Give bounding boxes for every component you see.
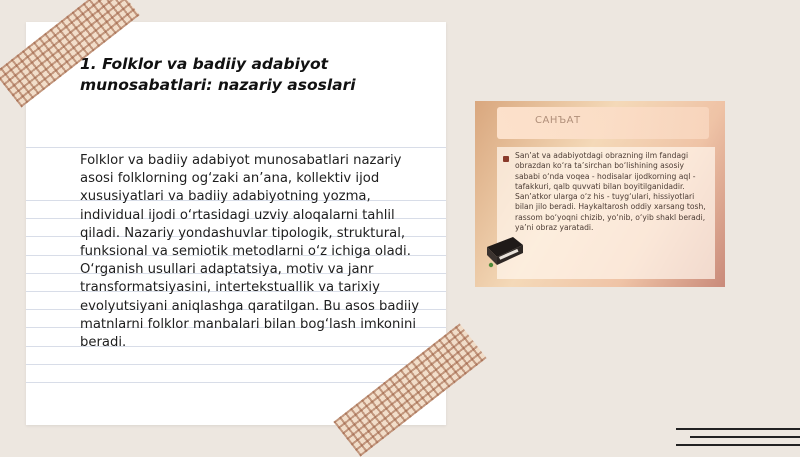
embedded-slide-image — [475, 101, 725, 287]
slide-image-banner — [497, 107, 709, 139]
decorative-line — [690, 436, 800, 438]
decorative-line — [676, 428, 800, 430]
decorative-line — [676, 444, 800, 446]
piano-icon — [483, 233, 527, 269]
paper-rule — [26, 364, 446, 365]
slide-title: 1. Folklor va badiiy adabiyot munosabatlari: nazariy asoslari — [80, 55, 356, 94]
slide-image-banner-title: САНЪАТ — [535, 115, 581, 126]
slide-image-text: San’at va adabiyotdagi obrazning ilm fandagi obrazdan ko‘ra ta’sirchan bo‘lishining asosiy sababi o‘nda voqea - hodisalar ijodkorning aql - tafakkuri, qalb quvvati bilan boyitilganidadir. San’atkor ularga o‘z his - tuyg‘ulari, hissiyotlari bilan jilo beradi. Haykaltarosh oddiy xarsang tosh, rassom bo‘yoqni chizib, yo‘nib, o‘yib shakl beradi, ya’ni obraz yaratadi. — [515, 151, 706, 233]
paper-rule — [26, 147, 446, 148]
bullet-icon — [503, 156, 509, 162]
slide-body-text: Folklor va badiiy adabiyot munosabatlari nazariy asosi folklorning og‘zaki an’ana, kollektiv ijod xususiyatlari va badiiy adabiyotning yozma, individual ijodi o‘rtasidagi uzviy aloqalarni tahlil qiladi. Nazariy yondashuvlar tipologik, struktural, funksional va semiotik metodlarni o‘z ichiga oladi. O‘rganish usullari adaptatsiya, motiv va janr transformatsiyasini, intertekstuallik va tarixiy evolyutsiyani aniqlashga qaratilgan. Bu asos badiiy matnlarni folklor manbalari bilan bog‘lash imkonini beradi. — [80, 153, 419, 351]
